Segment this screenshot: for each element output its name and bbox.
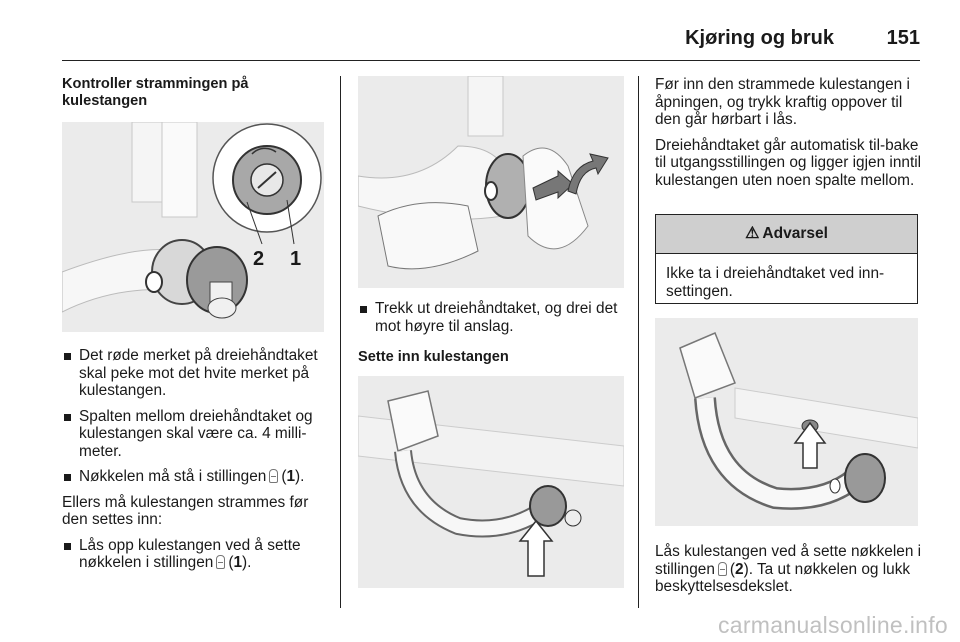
list-item-text: Nøkkelen må stå i stillingen: [79, 468, 267, 485]
bullet-marker: [64, 414, 71, 421]
lock-towbar-illustration: [655, 318, 918, 526]
list-item: [62, 408, 330, 461]
list-item-text: Trekk ut dreiehåndtaket, og drei det mot høyre til anslag.: [375, 300, 618, 335]
bullet-marker: [360, 306, 367, 313]
warning-icon: ⚠: [745, 225, 760, 242]
column-divider: [340, 76, 341, 608]
column-3-footer: [655, 543, 923, 604]
figure-label: 1: [290, 248, 302, 270]
column-divider: [638, 76, 639, 608]
list-item: [358, 300, 628, 335]
column-3-body: [655, 76, 923, 197]
figure-tension-check: [62, 122, 324, 332]
list-item: Lås opp kulestangen ved å sette nøkkelen i stillingen (1).: [62, 537, 330, 572]
figure-pull-handle: [358, 76, 624, 288]
figure-label: 2: [253, 248, 265, 270]
figure-lock-towbar: [655, 318, 918, 526]
pull-and-turn-handle-illustration: [358, 76, 624, 288]
list-item-text: Lås opp kulestangen ved å sette nøkkelen i stillingen: [79, 536, 301, 571]
watermark-text: carmanualsonline.info: [717, 612, 948, 638]
insert-towbar-illustration: [358, 376, 624, 588]
key-lock-icon: [718, 562, 727, 576]
list-item-text: Det røde merket på dreiehåndtaket skal peke mot det hvite merket på kulestangen.: [79, 347, 318, 399]
figure-insert-towbar: [358, 376, 624, 588]
paragraph: Før inn den strammede kulestangen i åpningen, og trykk kraftig oppover til den går hørbart i lås.: [655, 76, 910, 128]
warning-title: Advarsel: [762, 225, 828, 242]
section-heading-insert: Sette inn kulestangen: [358, 349, 509, 365]
page-title: Kjøring og bruk: [685, 27, 834, 49]
warning-box: [655, 214, 918, 304]
bullet-marker: [64, 353, 71, 360]
bullet-marker: [64, 474, 71, 481]
paragraph: Lås kulestangen ved å sette nøkkelen i stillingen (2). Ta ut nøkkelen og lukk beskyttelsesdekslet.: [655, 543, 922, 595]
page-header: [62, 10, 920, 61]
warning-header: [656, 215, 917, 254]
list-item-text: Spalten mellom dreiehåndtaket og kulestangen skal være ca. 4 milli-meter.: [79, 407, 313, 460]
key-unlock-icon: [216, 555, 225, 569]
column-1: [62, 76, 330, 110]
list-item: Nøkkelen må stå i stillingen (1).: [62, 468, 330, 486]
paragraph: Dreiehåndtaket går automatisk til-bake til utgangsstillingen og ligger igjen inntil kulestangen uten noen spalte mellom.: [655, 136, 922, 189]
towbar-tension-illustration: [62, 122, 324, 332]
paragraph: Ellers må kulestangen strammes før den settes inn:: [62, 493, 309, 528]
column-2-body: [358, 300, 628, 366]
page-number: 151: [886, 27, 920, 49]
section-heading-check-tension: Kontroller strammingen på kulestangen: [62, 76, 249, 109]
column-1-body: [62, 347, 330, 580]
bullet-marker: [64, 543, 71, 550]
key-unlock-icon: [269, 469, 278, 483]
list-item: [62, 347, 330, 400]
warning-text: Ikke ta i dreiehåndtaket ved inn-settingen.: [666, 265, 885, 300]
